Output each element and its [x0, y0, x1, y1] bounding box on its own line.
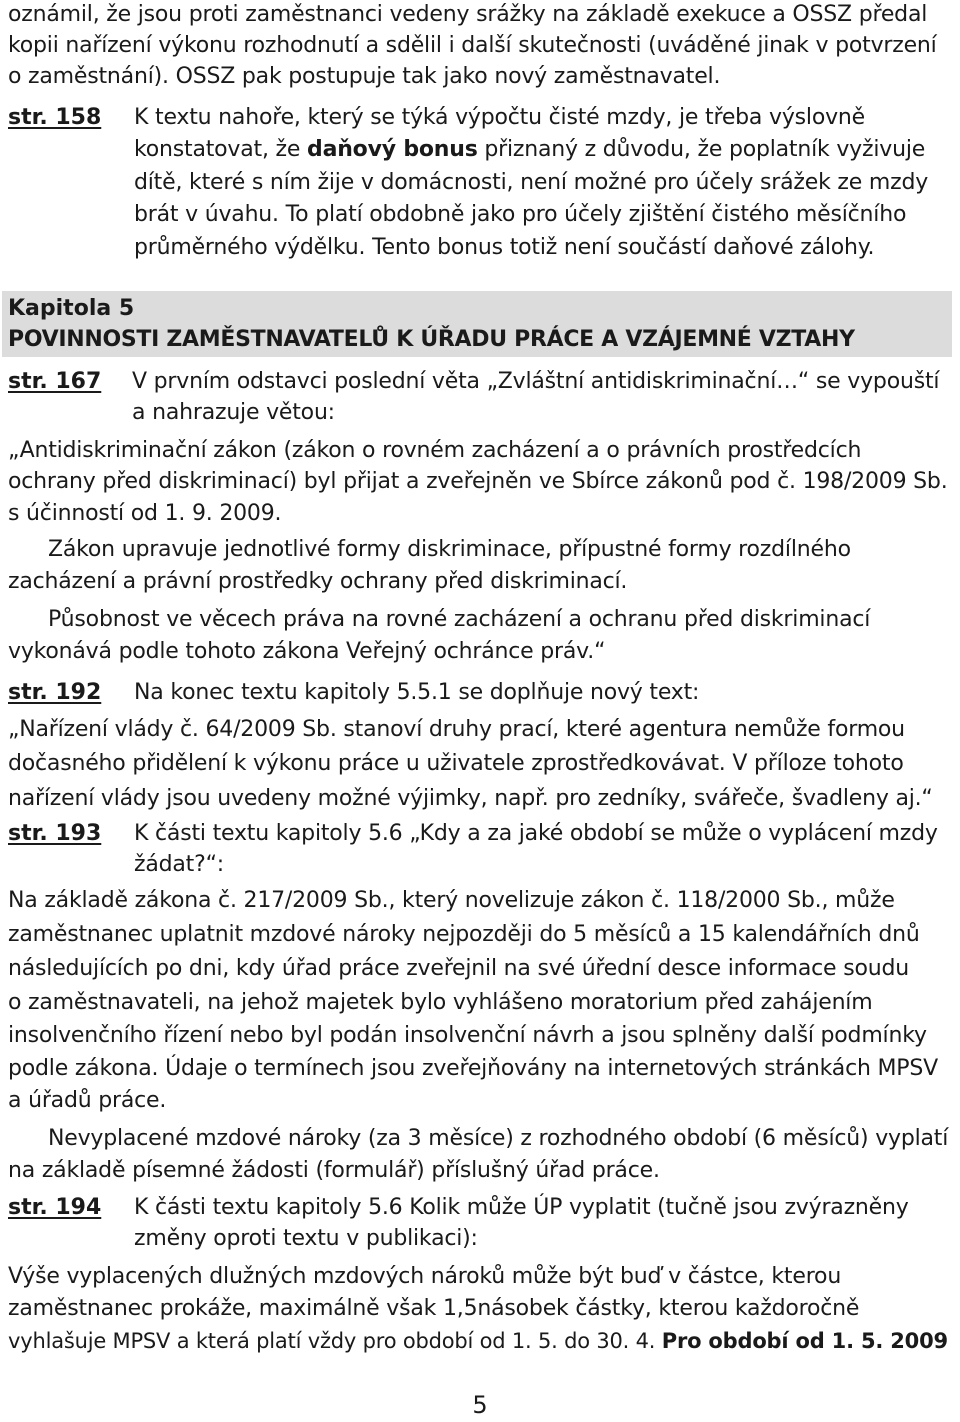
s167-quote-line: vykonává podle tohoto zákona Veřejný ochránce práv.“ — [8, 639, 606, 664]
s194-line: změny oproti textu v publikaci): — [134, 1226, 478, 1251]
s192-quote-line: dočasného přidělení k výkonu práce u uživatele zprostředkovávat. V příloze tohoto — [8, 751, 904, 776]
intro-line: o zaměstnání). OSSZ pak postupuje tak jako nový zaměstnavatel. — [8, 64, 721, 89]
s193-para-line: a úřadů práce. — [8, 1088, 167, 1113]
s193-para-line: Nevyplacené mzdové nároky (za 3 měsíce) z rozhodného období (6 měsíců) vyplatí — [48, 1126, 949, 1151]
page-reference-192: str. 192 — [8, 680, 102, 705]
s193-para-line: insolvenčního řízení nebo byl podán insolvenční návrh a jsou splněny další podmínky — [8, 1023, 927, 1048]
s158-text: konstatovat, že — [134, 137, 308, 162]
intro-line: kopii nařízení výkonu rozhodnutí a sdělil i další skutečnosti (uváděné jinak v potvrzení — [8, 33, 937, 58]
s158-line: brát v úvahu. To platí obdobně jako pro účely zjištění čistého měsíčního — [134, 202, 907, 227]
s167-quote-line: s účinností od 1. 9. 2009. — [8, 501, 282, 526]
page-reference-194: str. 194 — [8, 1195, 102, 1220]
page-number: 5 — [472, 1391, 488, 1419]
chapter-title: POVINNOSTI ZAMĚSTNAVATELŮ K ÚŘADU PRÁCE A VZÁJEMNÉ VZTAHY — [8, 327, 855, 352]
s194-para-line — [8, 1326, 948, 1356]
s167-line: a nahrazuje větou: — [132, 400, 335, 425]
s167-quote-line: Zákon upravuje jednotlivé formy diskriminace, přípustné formy rozdílného — [48, 537, 851, 562]
s194-bold-text: Pro období od 1. 5. 2009 — [661, 1329, 948, 1353]
chapter-label: Kapitola 5 — [8, 296, 135, 321]
s194-text: vyhlašuje MPSV a která platí vždy pro období od 1. 5. do 30. 4. — [8, 1329, 662, 1353]
s193-para-line: Na základě zákona č. 217/2009 Sb., který novelizuje zákon č. 118/2000 Sb., může — [8, 888, 895, 913]
s167-quote-line: „Antidiskriminační zákon (zákon o rovném zacházení a o právních prostředcích — [8, 438, 862, 463]
s158-line: K textu nahoře, který se týká výpočtu čisté mzdy, je třeba výslovně — [134, 105, 865, 130]
s194-para-line: zaměstnanec prokáže, maximálně však 1,5násobek částky, kterou každoročně — [8, 1296, 860, 1321]
page-reference-158: str. 158 — [8, 105, 102, 130]
s192-quote-line: nařízení vlády jsou uvedeny možné výjimky, např. pro zedníky, svářeče, švadleny aj.“ — [8, 786, 933, 811]
s158-line: průměrného výdělku. Tento bonus totiž není součástí daňové zálohy. — [134, 235, 875, 260]
s193-para-line: zaměstnanec uplatnit mzdové nároky nejpozději do 5 měsíců a 15 kalendářních dnů — [8, 922, 920, 947]
s158-line: dítě, které s ním žije v domácnosti, není možné pro účely srážek ze mzdy — [134, 170, 929, 195]
s193-line: žádat?“: — [134, 852, 224, 877]
s167-quote-line: ochrany před diskriminací) byl přijat a zveřejněn ve Sbírce zákonů pod č. 198/2009 Sb. — [8, 469, 948, 494]
s158-bold-term: daňový bonus — [307, 137, 478, 162]
intro-line: oznámil, že jsou proti zaměstnanci vedeny srážky na základě exekuce a OSSZ předal — [8, 2, 928, 27]
s193-line: K části textu kapitoly 5.6 „Kdy a za jaké období se může o vyplácení mzdy — [134, 821, 938, 846]
s167-quote-line: zacházení a právní prostředky ochrany před diskriminací. — [8, 569, 628, 594]
s193-para-line: následujících po dni, kdy úřad práce zveřejnil na své úřední desce informace soudu — [8, 956, 909, 981]
s167-quote-line: Působnost ve věcech práva na rovné zacházení a ochranu před diskriminací — [48, 607, 871, 632]
page-reference-193: str. 193 — [8, 821, 102, 846]
s194-line: K části textu kapitoly 5.6 Kolik může ÚP vyplatit (tučně jsou zvýrazněny — [134, 1195, 909, 1220]
s194-para-line: Výše vyplacených dlužných mzdových nároků může být buď v částce, kterou — [8, 1264, 842, 1289]
s158-text: přiznaný z důvodu, že poplatník vyživuje — [477, 137, 926, 162]
page-reference-167: str. 167 — [8, 369, 102, 394]
s192-quote-line: „Nařízení vlády č. 64/2009 Sb. stanoví druhy prací, které agentura nemůže formou — [8, 717, 905, 742]
s192-line: Na konec textu kapitoly 5.5.1 se doplňuje nový text: — [134, 680, 700, 705]
s193-para-line: na základě písemné žádosti (formulář) příslušný úřad práce. — [8, 1158, 660, 1183]
s193-para-line: o zaměstnavateli, na jehož majetek bylo vyhlášeno moratorium před zahájením — [8, 990, 873, 1015]
s167-line: V prvním odstavci poslední věta „Zvláštní antidiskriminační…“ se vypouští — [132, 369, 940, 394]
s193-para-line: podle zákona. Údaje o termínech jsou zveřejňovány na internetových stránkách MPSV — [8, 1056, 938, 1081]
s158-line — [134, 135, 925, 165]
